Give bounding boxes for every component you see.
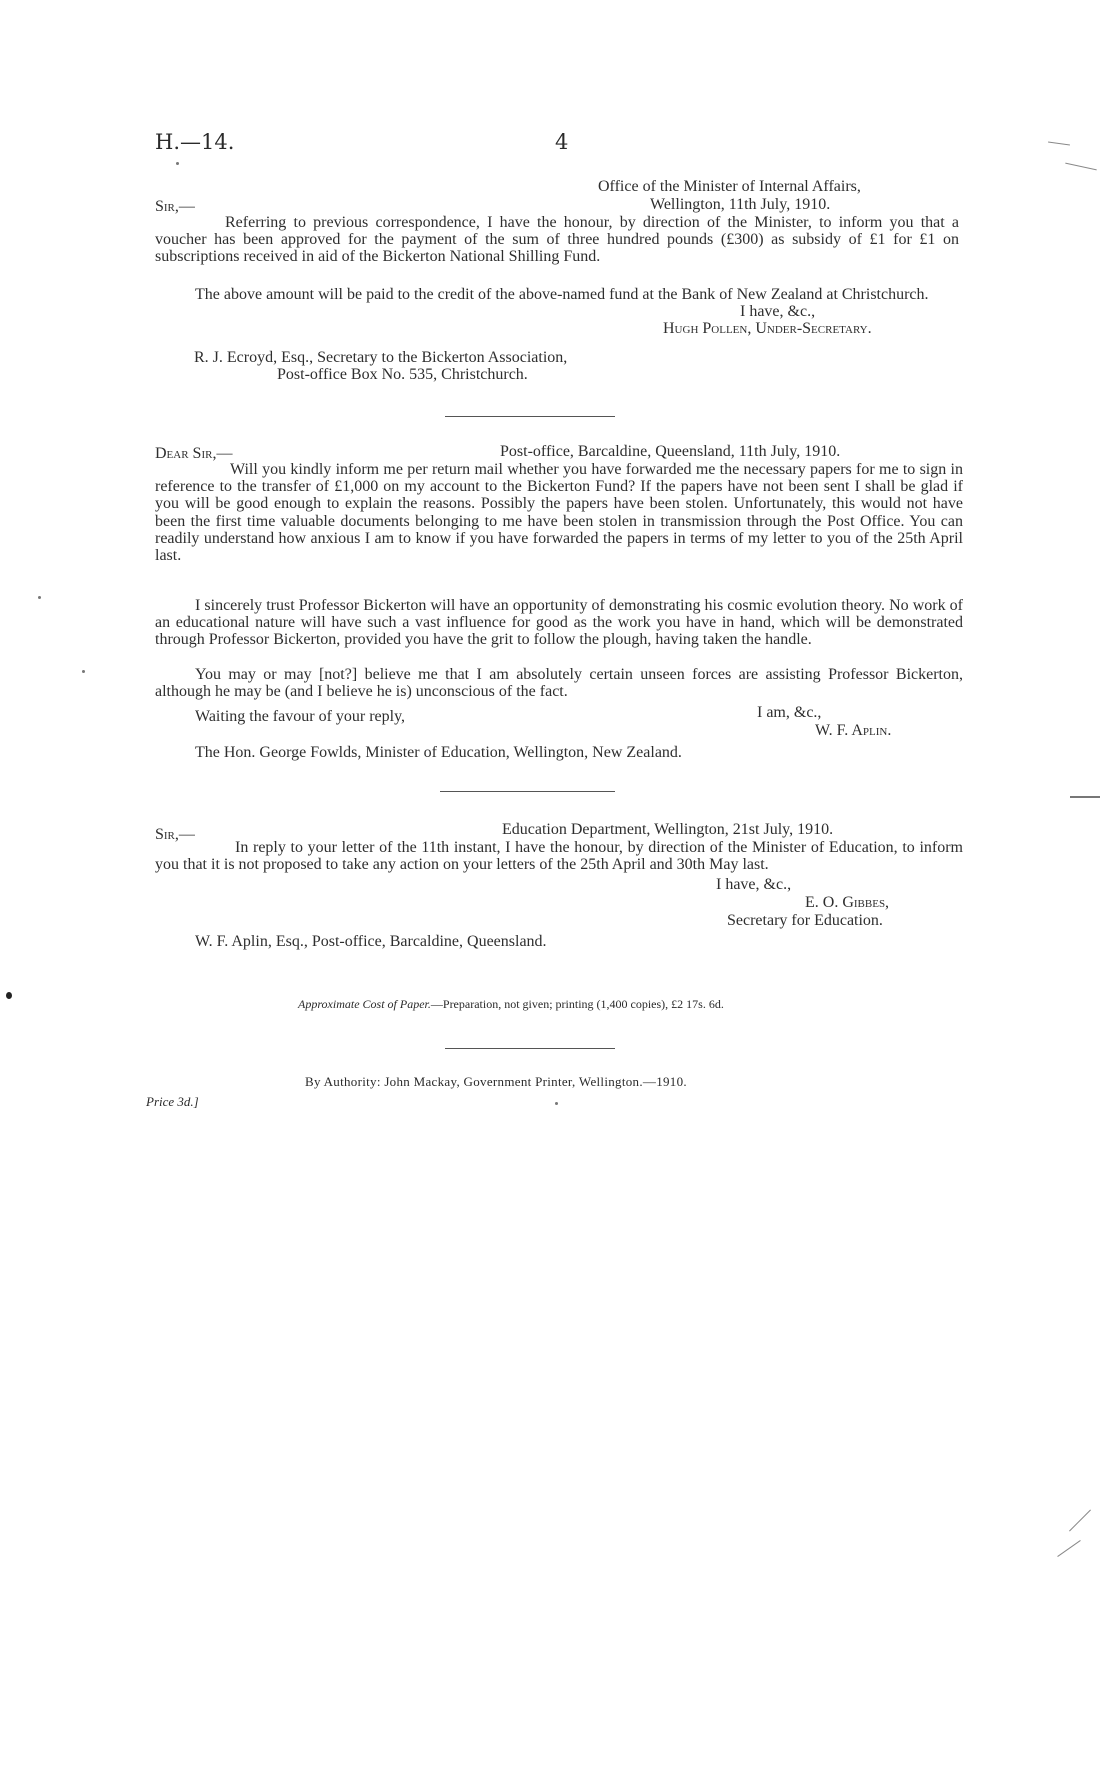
letter-1-recipient-line-2: Post-office Box No. 535, Christchurch. xyxy=(277,366,528,383)
section-divider-3 xyxy=(445,1048,615,1049)
letter-3-closing: I have, &c., xyxy=(716,876,792,893)
letter-2-closing: I am, &c., xyxy=(757,704,822,721)
letter-3-paragraph-1: In reply to your letter of the 11th instant, I have the honour, by direction of the Minister of Education, to inform you that it is not proposed to take any action on your letters of the 25th April and 30th May last. xyxy=(155,839,963,874)
letter-2-salutation: Dear Sir,— xyxy=(155,445,233,462)
letter-2-paragraph-4: Waiting the favour of your reply, xyxy=(195,708,406,725)
scan-margin-mark xyxy=(1069,1510,1091,1532)
scan-speck xyxy=(555,1102,558,1105)
letter-1-paragraph-2: The above amount will be paid to the credit of the above-named fund at the Bank of New Zealand at Christchurch. xyxy=(195,286,929,303)
cost-of-paper-note xyxy=(298,997,724,1012)
letter-1-address-line-1: Office of the Minister of Internal Affairs, xyxy=(598,178,861,195)
scan-speck xyxy=(38,596,41,599)
scan-margin-mark xyxy=(1048,141,1070,145)
letter-1-address-line-2: Wellington, 11th July, 1910. xyxy=(650,196,831,213)
printer-authority: By Authority: John Mackay, Government Printer, Wellington.—1910. xyxy=(305,1074,687,1089)
letter-1-paragraph-1: Referring to previous correspondence, I have the honour, by direction of the Minister, to inform you that a voucher has been approved for the payment of the sum of three hundred pounds (£300) as subsidy of £1 for £1 on subscriptions received in aid of the Bickerton National Shilling Fund. xyxy=(155,214,959,266)
letter-2-paragraph-1: Will you kindly inform me per return mail whether you have forwarded me the necessary papers for me to sign in reference to the transfer of £1,000 on my account to the Bickerton Fund? If the papers have not been sent I shall be glad if you will be good enough to explain the reasons. Possibly the papers have been stolen. Unfortunately, this would not have been the first time valuable documents belonging to me have been stolen in transmission through the Post Office. You can readily understand how anxious I am to know if you have forwarded the papers in terms of my letter to you of the 25th April last. xyxy=(155,461,963,565)
letter-1-closing: I have, &c., xyxy=(740,303,816,320)
scan-speck xyxy=(82,670,85,673)
letter-3-address: Education Department, Wellington, 21st July, 1910. xyxy=(502,821,834,838)
scan-margin-mark xyxy=(1070,796,1100,798)
scan-speck xyxy=(176,162,179,165)
letter-2-paragraph-3: You may or may [not?] believe me that I am absolutely certain unseen forces are assisting Professor Bickerton, although he may be (and I believe he is) unconscious of the fact. xyxy=(155,666,963,701)
letter-1-recipient-line-1: R. J. Ecroyd, Esq., Secretary to the Bickerton Association, xyxy=(194,349,568,366)
letter-1-signature: Hugh Pollen, Under-Secretary. xyxy=(663,320,872,337)
letter-2-address: Post-office, Barcaldine, Queensland, 11th July, 1910. xyxy=(500,443,841,460)
letter-3-signature-name: E. O. Gibbes, xyxy=(805,894,890,911)
price-note: Price 3d.] xyxy=(146,1094,199,1109)
letter-2-signature: W. F. Aplin. xyxy=(815,722,892,739)
document-reference: H.—14. xyxy=(155,130,235,154)
page-number: 4 xyxy=(555,130,569,154)
letter-3-recipient: W. F. Aplin, Esq., Post-office, Barcaldine, Queensland. xyxy=(195,933,547,950)
section-divider-2 xyxy=(440,791,615,792)
letter-2-paragraph-2: I sincerely trust Professor Bickerton will have an opportunity of demonstrating his cosmic evolution theory. No work of an educational nature will have such a vast influence for good as the work you have in hand, which will be demonstrated through Professor Bickerton, provided you have the grit to follow the plough, having taken the handle. xyxy=(155,597,963,649)
letter-1-salutation: Sir,— xyxy=(155,198,195,215)
letter-2-recipient: The Hon. George Fowlds, Minister of Education, Wellington, New Zealand. xyxy=(195,744,682,761)
section-divider-1 xyxy=(445,416,615,417)
letter-3-salutation: Sir,— xyxy=(155,826,195,843)
letter-3-signature-title: Secretary for Education. xyxy=(727,912,883,929)
scan-margin-mark xyxy=(1065,163,1097,171)
cost-of-paper-text: —Preparation, not given; printing (1,400 copies), £2 17s. 6d. xyxy=(430,997,724,1011)
cost-of-paper-label: Approximate Cost of Paper. xyxy=(298,997,431,1011)
scan-margin-mark xyxy=(1057,1540,1081,1557)
scan-speck xyxy=(6,992,12,999)
